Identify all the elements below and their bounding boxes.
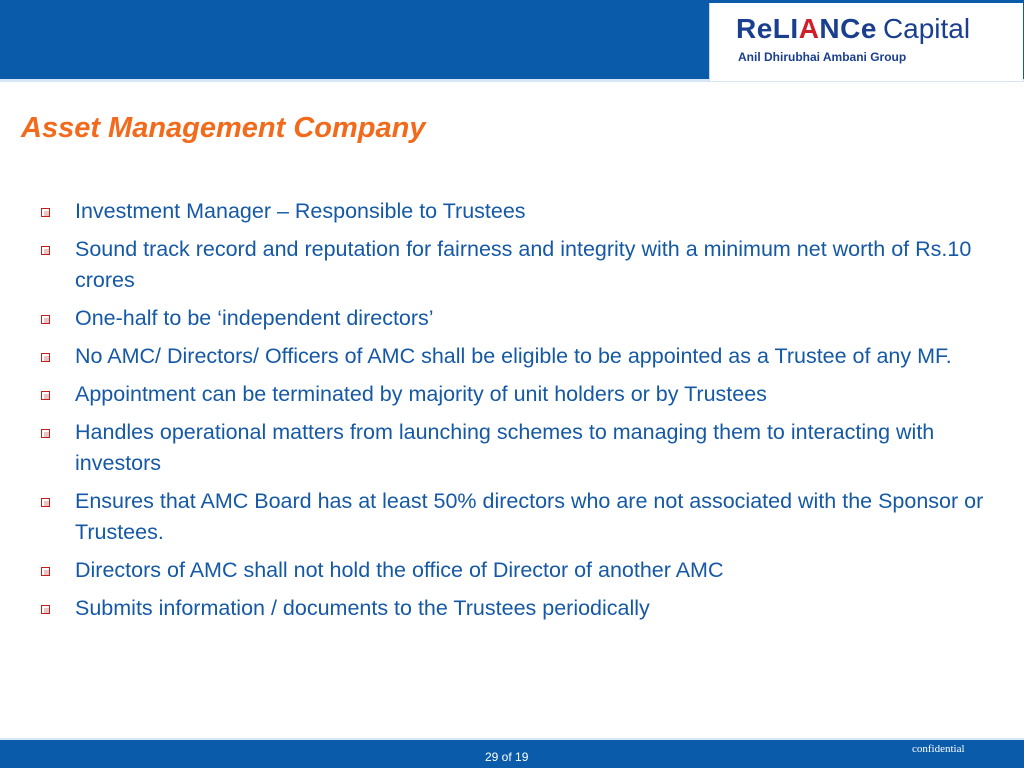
bullet-text: Investment Manager – Responsible to Trustees [75,199,526,223]
logo-wordmark-post: NCe [819,13,877,44]
square-bullet-icon [41,391,50,400]
footer-bar [0,738,1024,768]
square-bullet-icon [41,353,50,362]
bullet-item [40,486,990,548]
company-logo [709,3,1023,81]
square-bullet-icon [41,498,50,507]
bullet-item [40,593,990,624]
logo-wordmark-accent: A [798,13,820,44]
bullet-item [40,379,990,410]
bullet-text: Directors of AMC shall not hold the office of Director of another AMC [75,558,724,582]
bullet-item [40,234,990,296]
bullet-text: No AMC/ Directors/ Officers of AMC shall be eligible to be appointed as a Trustee of any MF. [75,344,952,368]
square-bullet-icon [41,246,50,255]
bullet-item [40,196,990,227]
bullet-list [40,196,990,631]
square-bullet-icon [41,208,50,217]
logo-product-name: Capital [882,13,971,44]
page-number: 29 of 19 [485,750,529,764]
bullet-text: Handles operational matters from launching schemes to managing them to interacting with investors [75,420,935,475]
bullet-item [40,341,990,372]
logo-wordmark [736,13,877,44]
square-bullet-icon [41,315,50,324]
bullet-text: Sound track record and reputation for fairness and integrity with a minimum net worth of Rs.10 crores [75,237,972,292]
square-bullet-icon [41,605,50,614]
bullet-text: One-half to be ‘independent directors’ [75,306,434,330]
bullet-text: Appointment can be terminated by majority of unit holders or by Trustees [75,382,767,406]
logo-wordmark-pre: ReLI [736,13,799,44]
logo-wordmark-line [736,15,970,43]
logo-tagline: Anil Dhirubhai Ambani Group [738,50,907,64]
bullet-text: Ensures that AMC Board has at least 50% directors who are not associated with the Sponsor or Trustees. [75,489,984,544]
slide-title: Asset Management Company [21,112,426,144]
bullet-text: Submits information / documents to the Trustees periodically [75,596,650,620]
bullet-item [40,417,990,479]
bullet-item [40,555,990,586]
bullet-item [40,303,990,334]
header-bar [0,0,1024,82]
square-bullet-icon [41,429,50,438]
confidential-label: confidential [912,743,965,755]
square-bullet-icon [41,567,50,576]
